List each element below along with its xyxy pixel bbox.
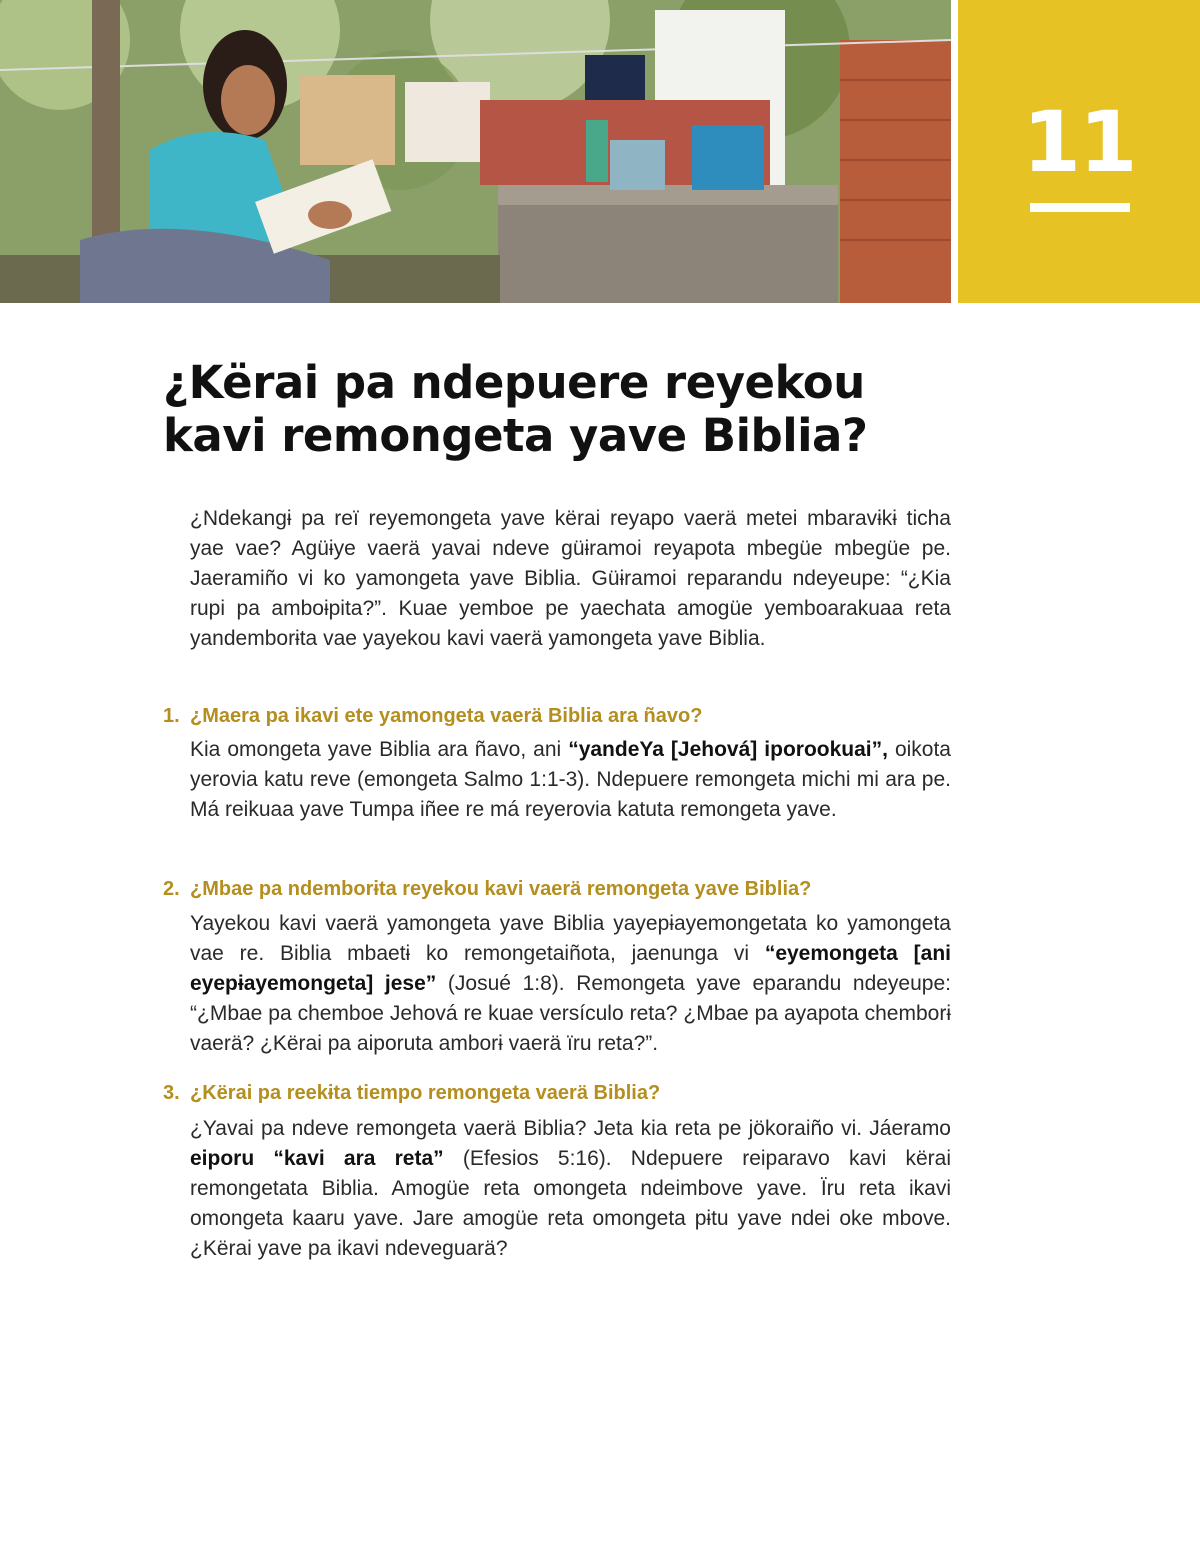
q3-text-a: ¿Yavai pa ndeve remongeta vaerä Biblia? Jeta kia reta pe jökoraiño vi. Jáeramo xyxy=(190,1117,951,1140)
intro-paragraph: ¿Ndekangɨ pa reï reyemongeta yave kërai reyapo vaerä metei mbaravɨkɨ ticha yae vae? Agüɨye vaerä yavai ndeve güɨramoi reyapota mbegüe mbegüe pe. Jaeramiño vi ko yamongeta yave Biblia. Güɨramoi reparandu ndeyeupe: “¿Kia rupi pa amboɨpita?”. Kuae yemboe pe yaechata amogüe yemboarakuaa reta yandemborɨta vae yayekou kavi vaerä yamongeta yave Biblia. xyxy=(190,507,951,650)
lesson-number-badge xyxy=(958,0,1200,303)
q1-text-b: oikota yerovia katu reve (emongeta Salmo 1:1-3). Ndepuere remongeta michi mi ara pe. Má reikuaa yave Tumpa iñee re má reyerovia katuta remongeta yave. xyxy=(190,738,951,821)
question-1-heading xyxy=(163,703,963,729)
q1-bold-quote: “yandeYa [Jehová] iporookuai”, xyxy=(568,738,888,761)
title-line-1: ¿Kërai pa ndepuere reyekou xyxy=(163,356,865,409)
woman-reading-bible-illustration xyxy=(0,0,951,303)
question-3-text: ¿Kërai pa reekɨta tiempo remongeta vaerä Biblia? xyxy=(190,1082,661,1104)
question-1-number: 1. xyxy=(163,705,180,727)
title-line-2: kavi remongeta yave Biblia? xyxy=(163,409,868,462)
q2-text-b: (Josué 1:8). Remongeta yave eparandu ndeyeupe: “¿Mbae pa chemboe Jehová re kuae versículo reta? ¿Mbae pa ayapota chemborɨ vaerä? ¿Kërai pa aiporuta amborɨ vaerä ïru reta?”. xyxy=(190,972,951,1055)
question-1-paragraph xyxy=(190,735,951,825)
q1-text-a: Kia omongeta yave Biblia ara ñavo, ani xyxy=(190,738,569,761)
question-3-paragraph xyxy=(190,1114,951,1264)
question-3-number: 3. xyxy=(163,1082,180,1104)
q2-text-a: Yayekou kavi vaerä yamongeta yave Biblia yayepɨayemongetata ko yamongeta vae re. Biblia mbaetɨ ko remongetaiñota, jaenunga vi xyxy=(190,912,951,965)
lesson-number: 11 xyxy=(1022,93,1136,191)
question-2-text: ¿Mbae pa ndemborɨta reyekou kavi vaerä remongeta yave Biblia? xyxy=(190,878,812,900)
question-2-heading xyxy=(163,876,963,902)
question-1-text: ¿Maera pa ikavi ete yamongeta vaerä Biblia ara ñavo? xyxy=(190,705,703,727)
question-2-paragraph xyxy=(190,909,951,1059)
q3-text-b: (Efesios 5:16). Ndepuere reiparavo kavi kërai remongetata Biblia. Amogüe reta omongeta ndeimbove yave. Ïru reta ikavi omongeta kaaru yave. Jare amogüe reta omongeta pɨtu yave ndei oke mbove. ¿Kërai yave pa ikavi ndeveguarä? xyxy=(190,1147,951,1260)
question-2-number: 2. xyxy=(163,878,180,900)
badge-underline xyxy=(1030,203,1130,212)
question-3-heading xyxy=(163,1080,963,1106)
q3-bold-quote: eiporu “kavi ara reta” xyxy=(190,1147,444,1170)
q2-bold-quote: “eyemongeta [ani eyepɨayemongeta] jese” xyxy=(190,942,952,995)
header-photo xyxy=(0,0,951,303)
page-title xyxy=(163,356,983,462)
